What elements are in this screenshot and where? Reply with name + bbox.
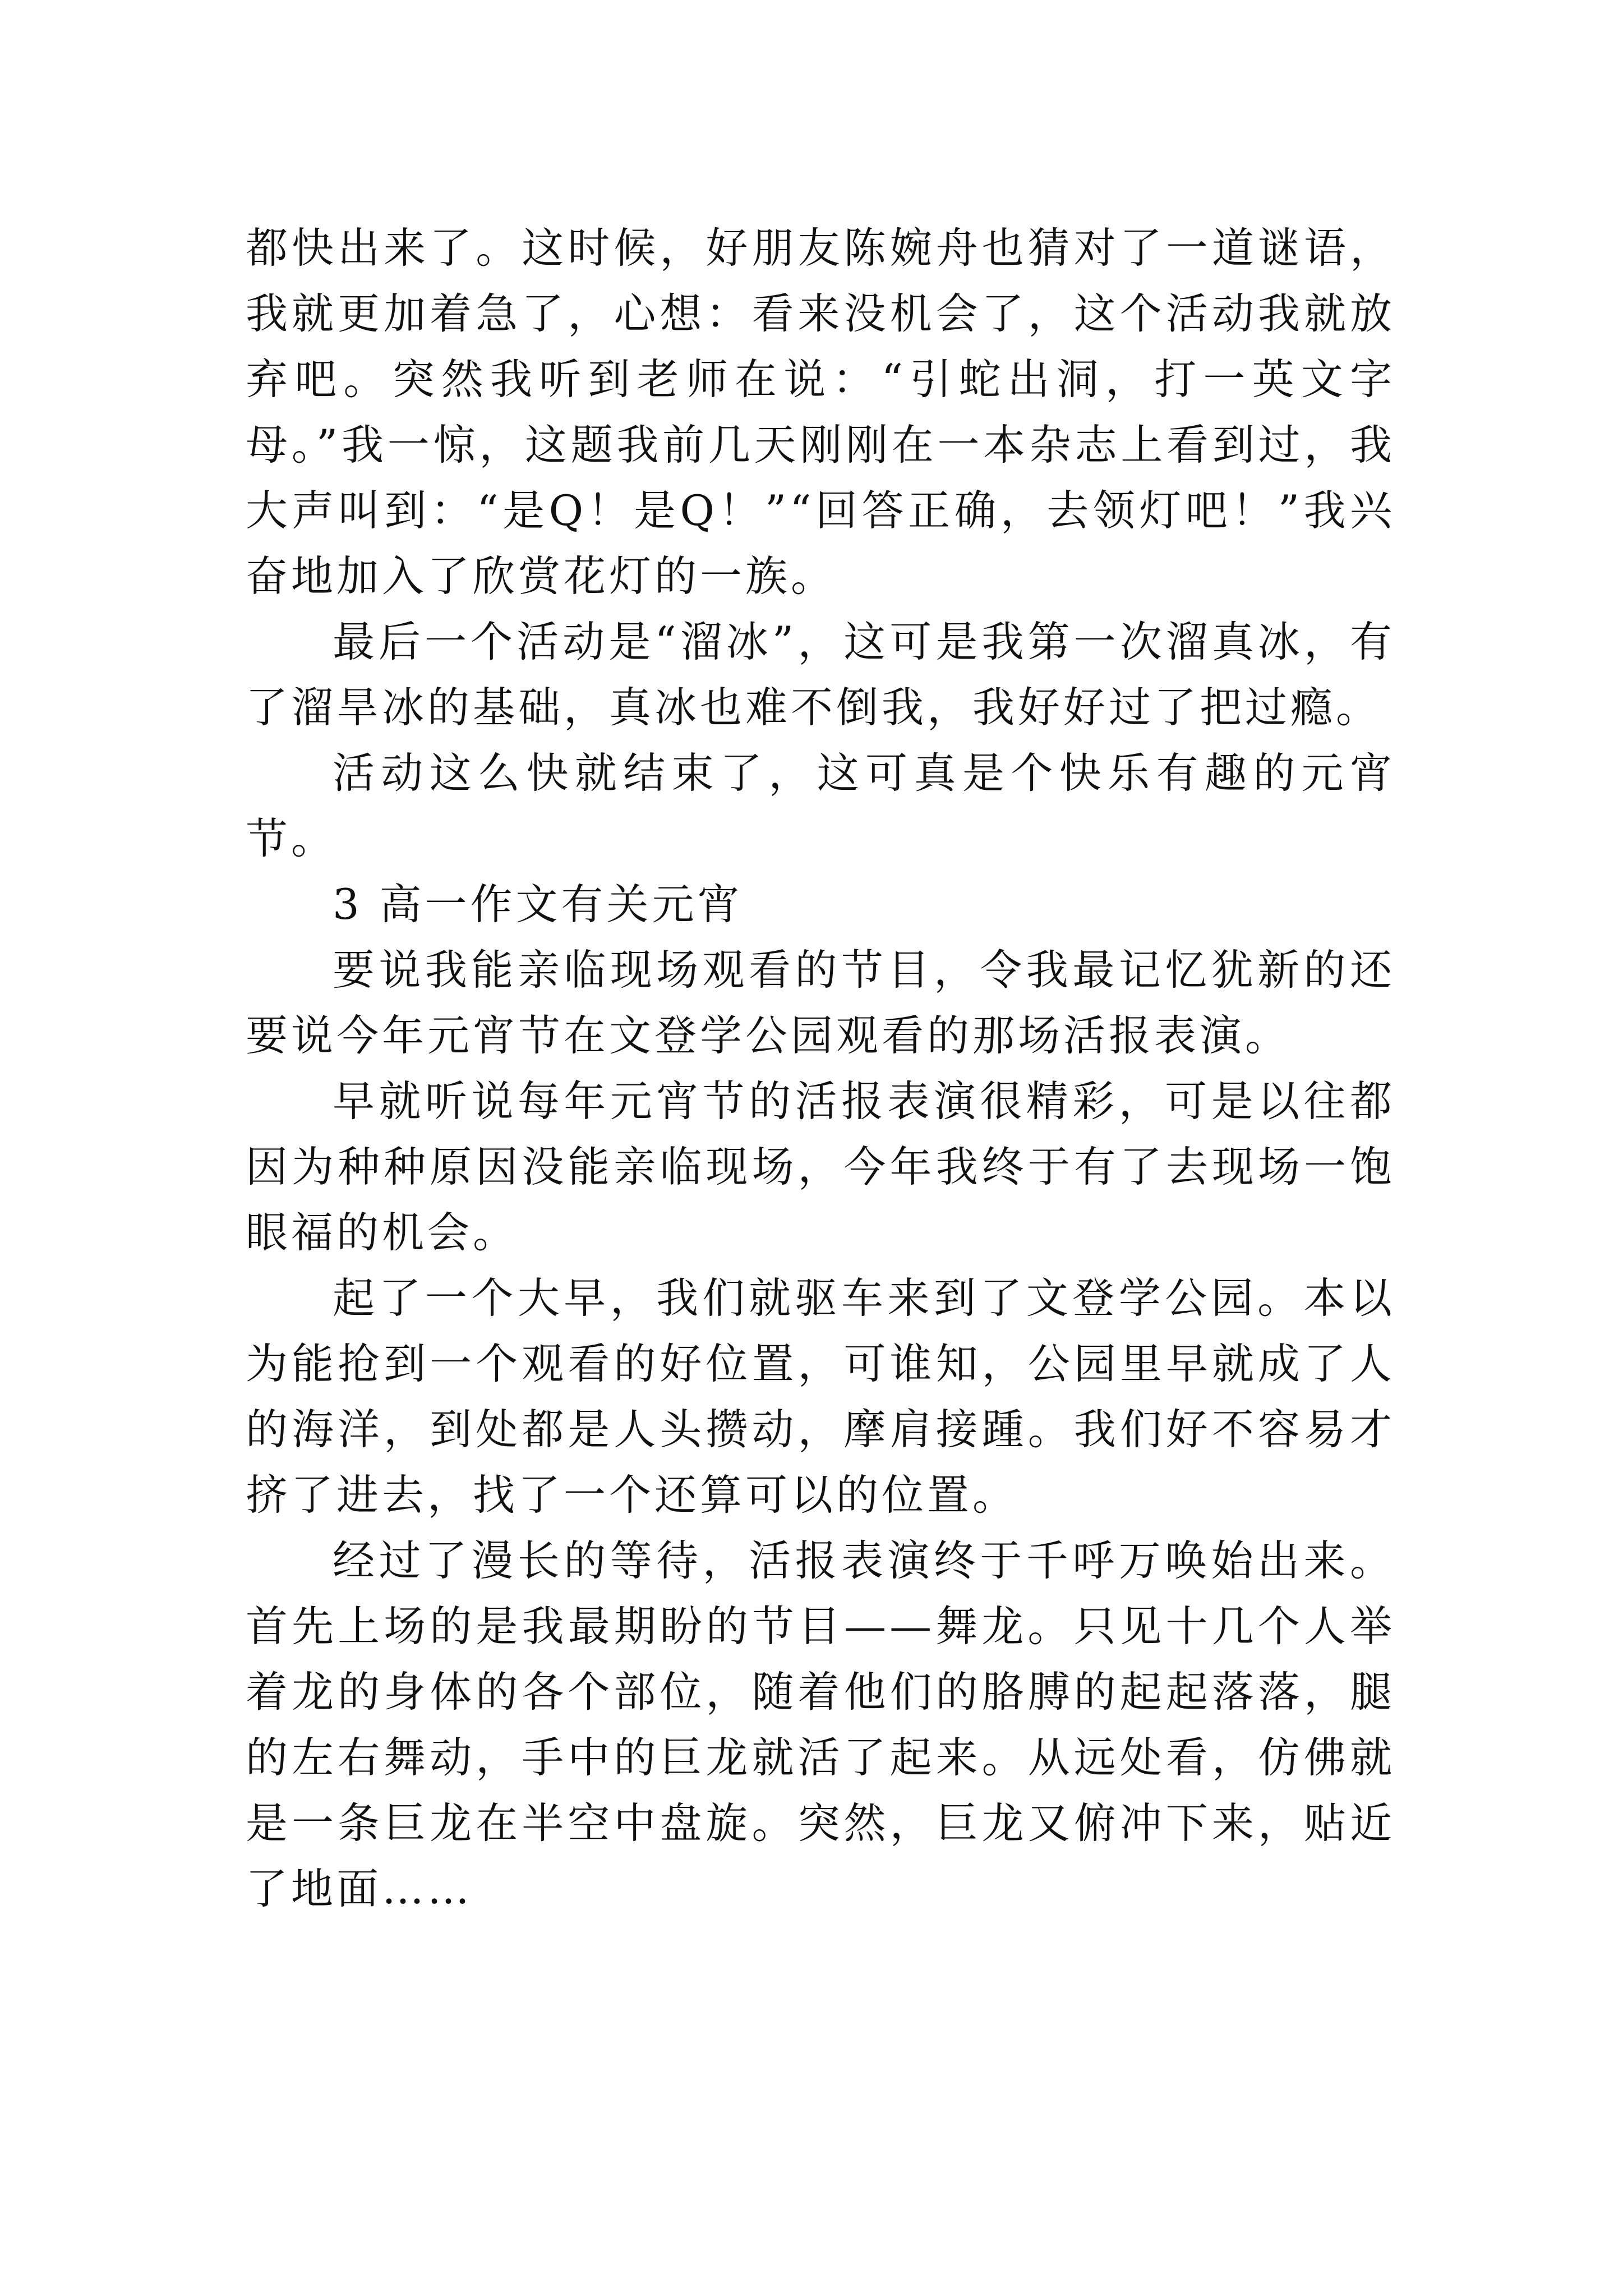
paragraph-intro: 要说我能亲临现场观看的节目，令我最记忆犹新的还要说今年元宵节在文登学公园观看的那场活报表演。: [246, 945, 1395, 1060]
paragraph-dragon-dance: 经过了漫长的等待，活报表演终于千呼万唤始出来。首先上场的是我最期盼的节目——舞龙。只见十几个人举着龙的身体的各个部位，随着他们的胳膊的起起落落，腿的左右舞动，手中的巨龙就活了起来。从远处看，仿佛就是一条巨龙在半空中盘旋。突然，巨龙又俯冲下来，贴近了地面……: [246, 1536, 1395, 1913]
document-body: [246, 215, 1395, 1922]
paragraph-arrival: 起了一个大早，我们就驱车来到了文登学公园。本以为能抢到一个观看的好位置，可谁知，公园里早就成了人的海洋，到处都是人头攒动，摩肩接踵。我们好不容易才挤了进去，找了一个还算可以的位置。: [246, 1273, 1395, 1520]
paragraph-continuation: 都快出来了。这时候，好朋友陈婉舟也猜对了一道谜语，我就更加着急了，心想：看来没机会了，这个活动我就放弃吧。突然我听到老师在说：“引蛇出洞，打一英文字母。”我一惊，这题我前几天刚刚在一本杂志上看到过，我大声叫到：“是Q！是Q！”“回答正确，去领灯吧！”我兴奋地加入了欣赏花灯的一族。: [246, 223, 1395, 601]
paragraph-skating: 最后一个活动是“溜冰”，这可是我第一次溜真冰，有了溜旱冰的基础，真冰也难不倒我，我好好过了把过瘾。: [246, 617, 1395, 732]
paragraph-anticipation: 早就听说每年元宵节的活报表演很精彩，可是以往都因为种种原因没能亲临现场，今年我终于有了去现场一饱眼福的机会。: [246, 1076, 1395, 1257]
section-heading: 3 高一作文有关元宵: [333, 880, 743, 929]
paragraph-conclusion: 活动这么快就结束了，这可真是个快乐有趣的元宵节。: [246, 748, 1395, 863]
